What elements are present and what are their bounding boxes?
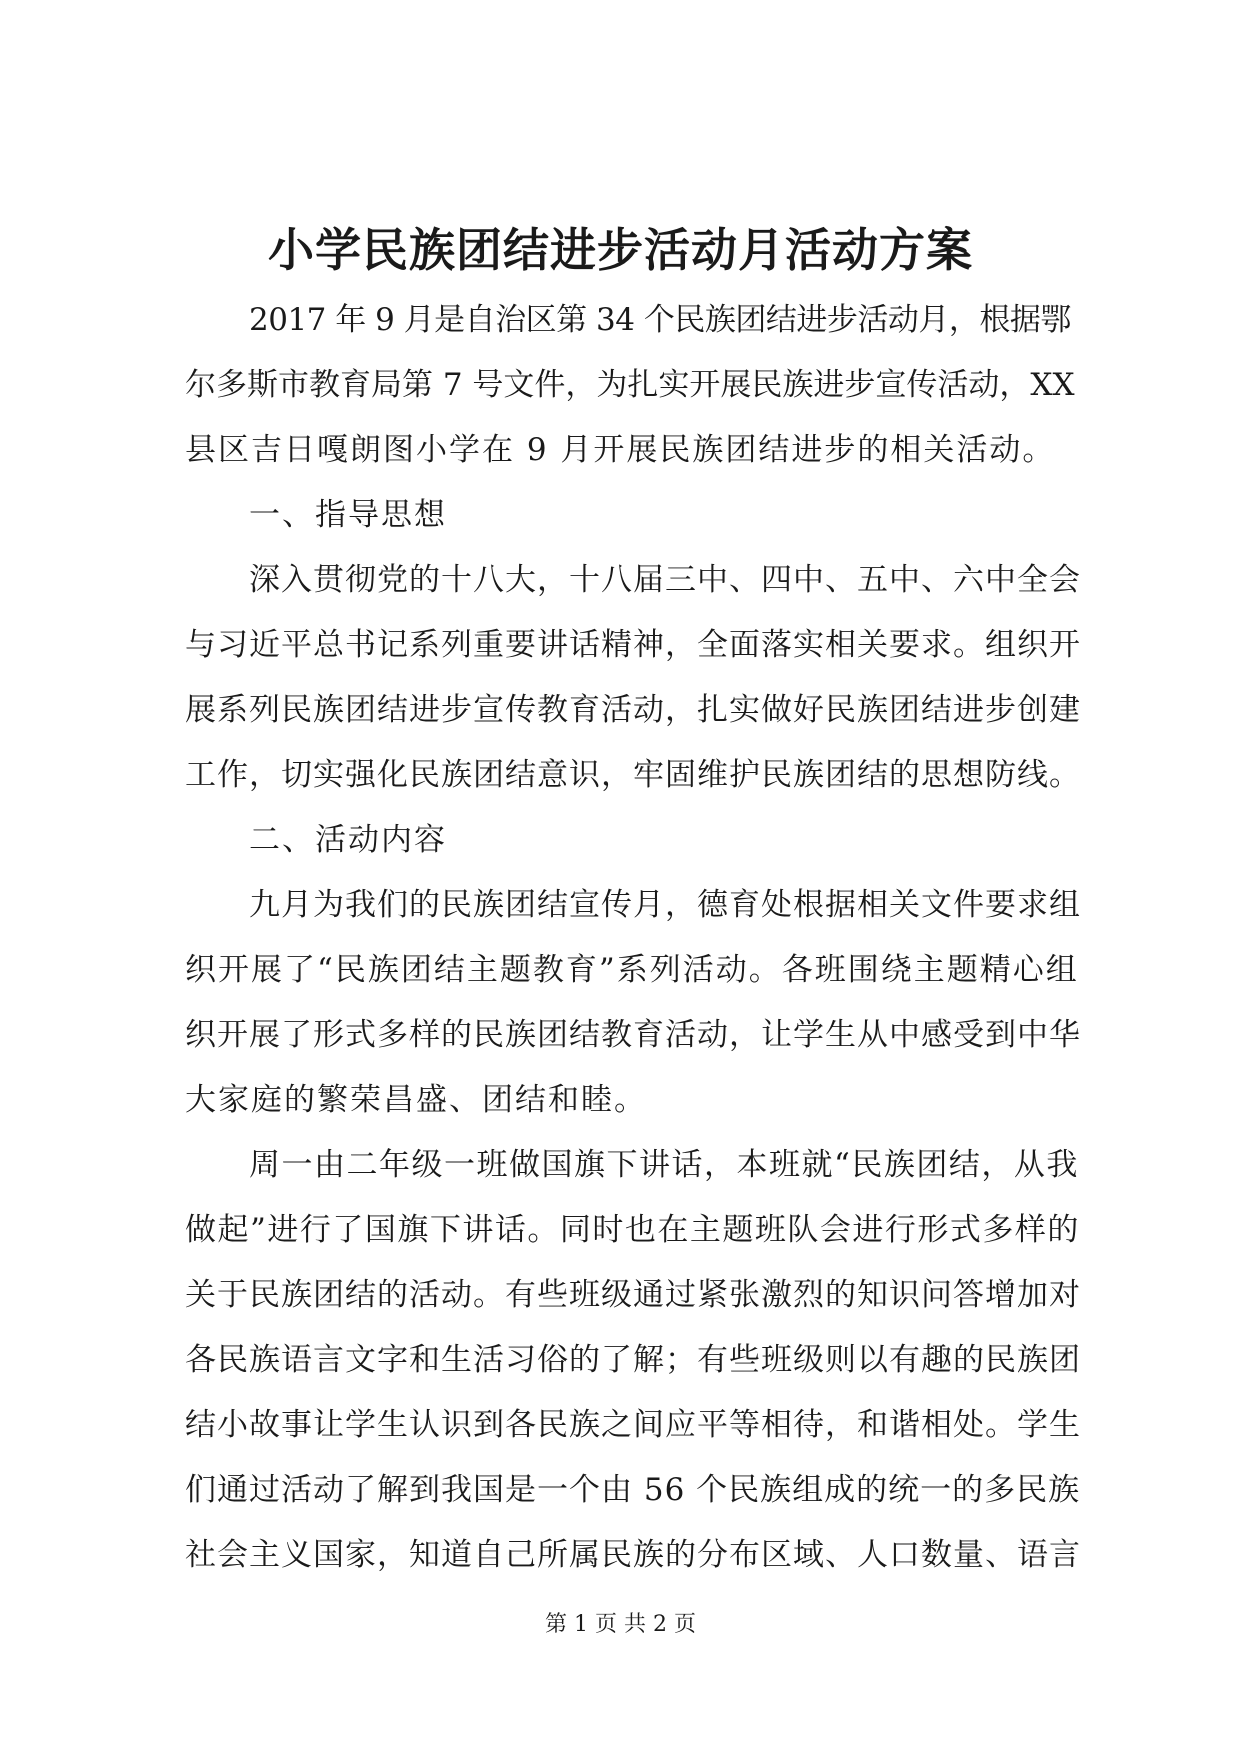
paragraph-line: 织开展了形式多样的民族团结教育活动，让学生从中感受到中华 <box>185 1017 1081 1053</box>
paragraph-line: 结小故事让学生认识到各民族之间应平等相待，和谐相处。学生 <box>185 1407 1081 1443</box>
paragraph-line: 县区吉日嘎朗图小学在 9 月开展民族团结进步的相关活动。 <box>185 432 1056 468</box>
paragraph-line: 关于民族团结的活动。有些班级通过紧张激烈的知识问答增加对 <box>185 1277 1081 1313</box>
page-number-footer: 第 1 页 共 2 页 <box>545 1612 696 1637</box>
paragraph-line: 大家庭的繁荣昌盛、团结和睦。 <box>185 1082 647 1118</box>
paragraph-line: 各民族语言文字和生活习俗的了解；有些班级则以有趣的民族团 <box>185 1342 1081 1378</box>
paragraph-line: 社会主义国家，知道自己所属民族的分布区域、人口数量、语言 <box>185 1537 1081 1573</box>
paragraph-line: 尔多斯市教育局第 7 号文件，为扎实开展民族进步宣传活动，XX <box>185 367 1075 403</box>
paragraph-line: 九月为我们的民族团结宣传月，德育处根据相关文件要求组 <box>249 887 1081 923</box>
paragraph-line: 做起”进行了国旗下讲话。同时也在主题班队会进行形式多样的 <box>185 1212 1080 1248</box>
document-body <box>185 288 1085 1588</box>
document-title: 小学民族团结进步活动月活动方案 <box>268 223 973 277</box>
paragraph-line: 周一由二年级一班做国旗下讲话，本班就“民族团结，从我 <box>249 1147 1079 1183</box>
paragraph-line: 展系列民族团结进步宣传教育活动，扎实做好民族团结进步创建 <box>185 692 1081 728</box>
paragraph-line: 深入贯彻党的十八大，十八届三中、四中、五中、六中全会 <box>249 562 1081 598</box>
paragraph-line: 工作，切实强化民族团结意识，牢固维护民族团结的思想防线。 <box>185 757 1081 793</box>
paragraph-line: 织开展了“民族团结主题教育”系列活动。各班围绕主题精心组 <box>185 952 1079 988</box>
paragraph-line: 们通过活动了解到我国是一个由 56 个民族组成的统一的多民族 <box>185 1472 1081 1508</box>
paragraph-line: 与习近平总书记系列重要讲话精神，全面落实相关要求。组织开 <box>185 627 1081 663</box>
paragraph-line: 2017 年 9 月是自治区第 34 个民族团结进步活动月，根据鄂 <box>249 302 1071 338</box>
section-heading-guiding-ideology: 一、指导思想 <box>249 497 447 533</box>
section-heading-activity-content: 二、活动内容 <box>249 822 447 858</box>
